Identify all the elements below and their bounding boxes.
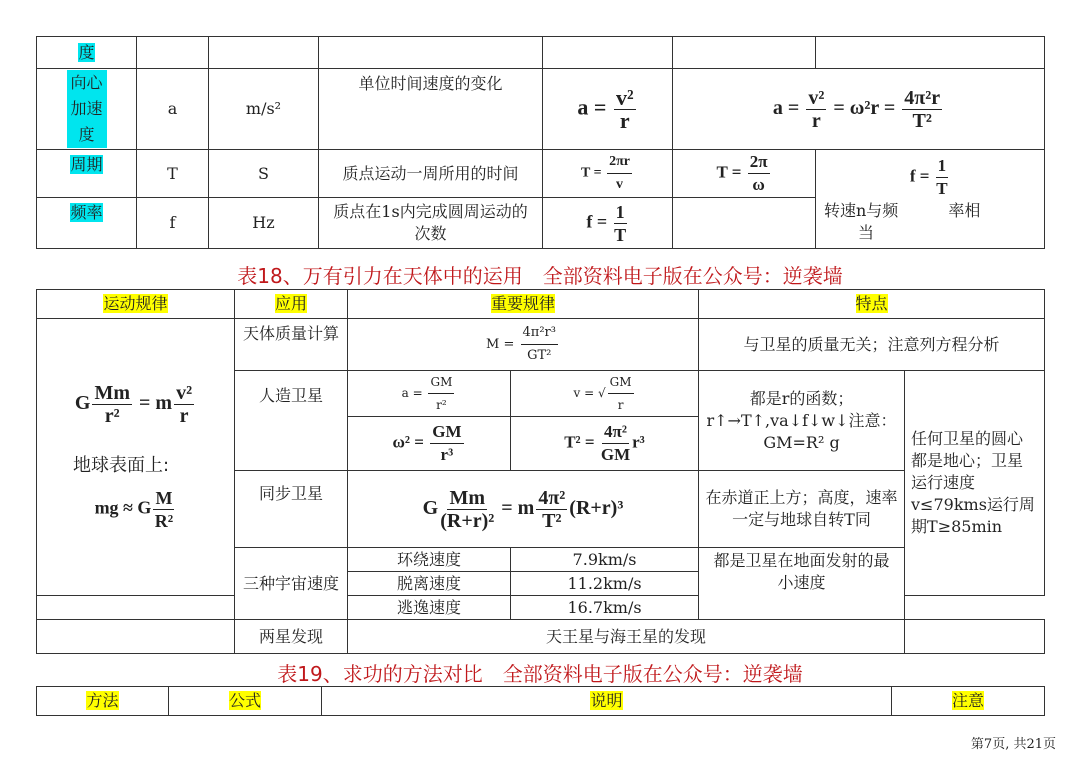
general-feature: 任何卫星的圆心都是地心；卫星运行速度v≤79kms运行周期T≥85min [905,371,1045,596]
table19-caption: 表19、求功的方法对比 全部资料电子版在公众号：逆袭墙 [277,662,803,686]
header-explanation: 说明 [590,691,623,710]
header-method: 方法 [86,691,119,710]
table-row [37,69,1045,150]
sat-feature: 都是r的函数；r↑→T↑,va↓f↓w↓注意：GM=R² g [699,371,905,471]
cosmic-feature: 都是卫星在地面发射的最小速度 [699,548,905,620]
app-mass: 天体质量计算 [235,319,348,371]
quantity-symbol: a [137,69,209,150]
quantity-unit: Hz [209,198,319,249]
motion-law-cell [37,319,235,596]
freq-note [816,150,1045,249]
app-cosmic: 三种宇宙速度 [235,548,348,620]
table-row [37,37,1045,69]
freq-note-2: 率相 [948,200,981,220]
formula: T² = $\frac{\text{4π²}}{GM}$ r³ [511,417,699,471]
surface-label: 地球表面上: [73,455,170,476]
header-note: 注意 [951,691,984,710]
table-row [37,620,1045,654]
mass-feature: 与卫星的质量无关；注意列方程分析 [699,319,1045,371]
freq-note-1: 转速n与频 [824,200,899,220]
formula: a = $\frac{GM}{\text{r²}}$ [348,371,511,417]
quantity-desc: 质点运动一周所用的时间 [319,150,543,198]
formula: mg ≈ G $\frac{M}{\text{R²}}$ [94,488,174,531]
work-methods-table [36,686,1045,716]
formula: f = $\frac{1}{T}$ [909,155,948,198]
header-law: 运动规律 [103,294,168,313]
table-header-row [37,687,1045,716]
speed-value: 11.2km/s [511,572,699,596]
page-footer: 第7页, 共21页 [970,737,1056,752]
formula: G $\frac{Mm}{\text{(R+r)²}}$ = m $\frac{\text{4π²}}{\text{T²}}$ (R+r)³ [348,471,699,548]
formula: G $\frac{Mm}{\text{r²}}$ = m $\frac{\text{v²}}{r}$ [74,382,193,427]
quantity-name: 频率 [70,203,103,222]
table18-caption: 表18、万有引力在天体中的运用 全部资料电子版在公众号：逆袭墙 [237,264,843,288]
freq-note-3: 当 [858,222,875,242]
quantity-unit: S [209,150,319,198]
quantity-name: 度 [78,42,95,62]
quantity-name: 周期 [70,155,103,174]
quantity-name: 向心加速度 [67,70,107,148]
table-row [37,150,1045,198]
app-satellite: 人造卫星 [235,371,348,471]
quantity-symbol: T [137,150,209,198]
quantity-unit: m/s² [209,69,319,150]
header-application: 应用 [274,294,307,313]
header-formula: 公式 [228,691,261,710]
kinematics-table [36,36,1045,249]
speed-name: 逃逸速度 [348,596,511,620]
formula: ω² = $\frac{GM}{\text{r³}}$ [348,417,511,471]
speed-name: 脱离速度 [348,572,511,596]
formula: T = $\frac{2\pi}{\omega}$ [673,150,816,198]
formula: v = √ $\frac{GM}{r}$ [511,371,699,417]
app-binary: 两星发现 [235,620,348,654]
binary-text: 天王星与海王星的发现 [348,620,905,654]
sync-feature: 在赤道正上方；高度，速率一定与地球自转T同 [699,471,905,548]
formula: T = $\frac{2\pi r}{v}$ [543,150,673,198]
quantity-desc: 质点在1s内完成圆周运动的次数 [319,198,543,249]
quantity-symbol: f [137,198,209,249]
table-header-row [37,290,1045,319]
formula: a = $\frac{\text{v²}}{r}$ [543,69,673,150]
speed-value: 7.9km/s [511,548,699,572]
gravitation-table [36,289,1045,654]
speed-value: 16.7km/s [511,596,699,620]
header-rule: 重要规律 [491,294,556,313]
quantity-desc: 单位时间速度的变化 [319,69,543,150]
speed-name: 环绕速度 [348,548,511,572]
formula: f = $\frac{1}{T}$ [543,198,673,249]
table-row [37,319,1045,371]
formula: M = $\frac{\text{4π²r³}}{\text{GT²}}$ [348,319,699,371]
header-feature: 特点 [855,294,888,313]
app-sync: 同步卫星 [235,471,348,548]
formula: a = $\frac{\text{v²}}{r}$ = ω²r = $\frac{\text{4π²r}}{\text{T²}}$ [673,69,1045,150]
